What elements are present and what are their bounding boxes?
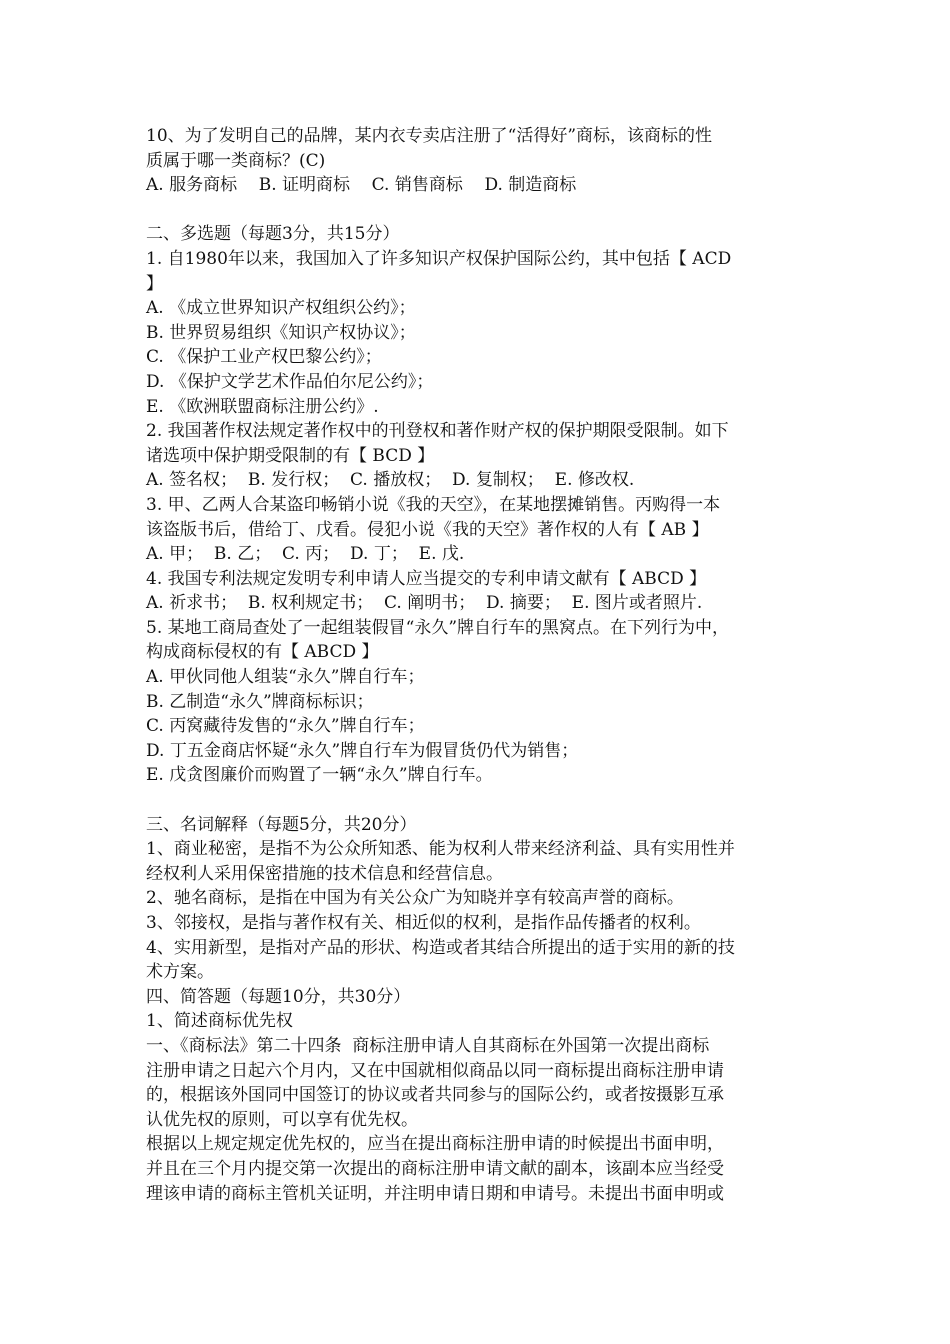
section-heading: 二、多选题（每题3分，共15分） [146,224,400,245]
text-line: 并且在三个月内提交第一次提出的商标注册申请文献的副本，该副本应当经受 [146,1158,724,1179]
text-line: 5. 某地工商局查处了一起组装假冒“永久”牌自行车的黑窝点。在下列行为中， [146,617,730,638]
text-line: 构成商标侵权的有【 ABCD 】 [146,642,379,663]
text-line: 】 [146,273,163,294]
text-line: 3、邻接权，是指与著作权有关、相近似的权利，是指作品传播者的权利。 [146,913,701,933]
document-body [146,124,818,1206]
text-line: 质属于哪一类商标？(C) [146,150,326,171]
text-line: B. 世界贸易组织《知识产权协议》； [146,322,416,343]
text-line: 注册申请之日起六个月内，又在中国就相似商品以同一商标提出商标注册申请 [146,1060,724,1081]
text-line: D. 丁五金商店怀疑“永久”牌自行车为假冒货仍代为销售； [146,740,579,761]
text-line: A. 《成立世界知识产权组织公约》； [146,298,416,319]
section-heading: 四、简答题（每题10分，共30分） [146,986,411,1007]
text-line: A. 签名权； B. 发行权； C. 播放权； D. 复制权； E. 修改权. [146,470,635,491]
text-line: C. 《保护工业产权巴黎公约》； [146,347,382,368]
text-line: 1、简述商标优先权 [146,1011,293,1032]
text-line: 2、驰名商标，是指在中国为有关公众广为知晓并享有较高声誉的商标。 [146,888,684,909]
text-line: 4、实用新型，是指对产品的形状、构造或者其结合所提出的适于实用的新的技 [146,937,735,958]
text-line: 诸选项中保护期受限制的有【 BCD 】 [146,445,435,466]
text-line: A. 祈求书； B. 权利规定书； C. 阐明书； D. 摘要； E. 图片或者照片. [146,593,703,614]
text-line: 1、商业秘密，是指不为公众所知悉、能为权利人带来经济利益、具有实用性并 [146,839,735,860]
text-line: A. 甲； B. 乙； C. 丙； D. 丁； E. 戊. [146,544,465,565]
text-line: D. 《保护文学艺术作品伯尔尼公约》； [146,371,434,392]
text-line: 1. 自1980年以来，我国加入了许多知识产权保护国际公约，其中包括【 ACD [146,248,732,269]
text-line: 理该申请的商标主管机关证明，并注明申请日期和申请号。未提出书面申明或 [146,1183,724,1204]
text-line: A. 服务商标 B. 证明商标 C. 销售商标 D. 制造商标 [146,175,577,196]
text-line: 认优先权的原则，可以享有优先权。 [146,1109,418,1130]
text-line: 3. 甲、乙两人合某盗印畅销小说《我的天空》，在某地摆摊销售。丙购得一本 [146,494,721,515]
text-line: 经权利人采用保密措施的技术信息和经营信息。 [146,863,503,884]
text-line: 2. 我国著作权法规定著作权中的刊登权和著作财产权的保护期限受限制。如下 [146,421,729,442]
text-line: 该盗版书后，借给丁、戊看。侵犯小说《我的天空》著作权的人有【 AB 】 [146,519,709,540]
text-line: A. 甲伙同他人组装“永久”牌自行车； [146,667,425,688]
text-line: C. 丙窝藏待发售的“永久”牌自行车； [146,716,425,737]
section-heading: 三、名词解释（每题5分，共20分） [146,814,417,835]
text-line: 4. 我国专利法规定发明专利申请人应当提交的专利申请文献有【 ABCD 】 [146,568,707,589]
blank-line [146,198,818,223]
text-line: B. 乙制造“永久”牌商标标识； [146,691,374,712]
blank-line [146,788,818,813]
text-line: E. 《欧洲联盟商标注册公约》. [146,396,379,417]
text-line: 一、《商标法》第二十四条 商标注册申请人自其商标在外国第一次提出商标 [146,1035,710,1056]
text-line: 10、为了发明自己的品牌，某内衣专卖店注册了“活得好”商标，该商标的性 [146,126,713,146]
text-line: 的，根据该外国同中国签订的协议或者共同参与的国际公约，或者按摄影互承 [146,1085,724,1106]
text-line: E. 戊贪图廉价而购置了一辆“永久”牌自行车。 [146,765,493,786]
text-line: 根据以上规定规定优先权的，应当在提出商标注册申请的时候提出书面申明， [146,1134,724,1155]
text-line: 术方案。 [146,962,214,983]
